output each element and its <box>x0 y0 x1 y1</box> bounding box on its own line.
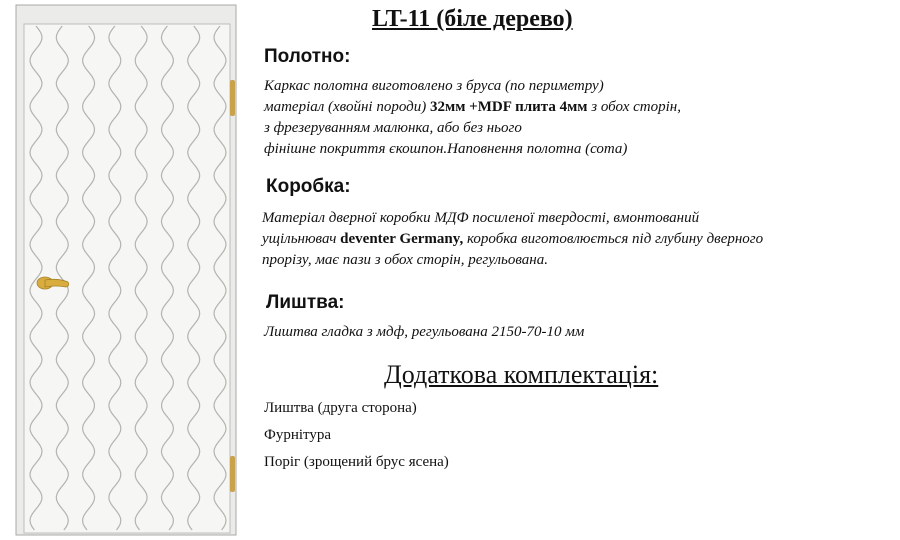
extras-heading: Додаткова комплектація: <box>384 360 659 389</box>
text-line <box>264 97 681 118</box>
text-segment: Лиштва гладка з мдф, регульована 2150-70-10 мм <box>264 324 585 340</box>
text-line <box>264 118 681 139</box>
door-illustration <box>0 0 250 540</box>
extras-list <box>264 398 449 479</box>
section-heading-lyshtva: Лиштва: <box>266 292 345 313</box>
section-text-lyshtva <box>264 322 584 343</box>
text-line <box>262 229 763 250</box>
text-line <box>264 322 584 343</box>
extras-item: Лиштва (друга сторона) <box>264 400 417 416</box>
text-segment: ущільнювач <box>262 231 341 247</box>
section-heading-polotno: Полотно: <box>264 46 351 67</box>
text-segment: з фрезеруванням малюнка, або без нього <box>264 120 522 136</box>
extras-item: Поріг (зрощений брус ясена) <box>264 454 449 470</box>
extras-item: Фурнітура <box>264 427 332 443</box>
bold-text: 32мм +MDF плита 4мм <box>429 99 588 115</box>
text-segment: з обох сторін, <box>587 99 681 115</box>
text-line <box>264 139 681 160</box>
text-segment: Каркас полотна виготовлено з бруса (по периметру) <box>264 78 604 94</box>
bold-text: deventer Germany, <box>340 231 464 247</box>
text-segment: матеріал (хвойні породи) <box>264 99 430 115</box>
text-segment: коробка виготовлюється під глубину дверного <box>463 231 764 247</box>
product-title: LT-11 (біле дерево) <box>372 6 573 32</box>
text-segment: Матеріал дверної коробки МДФ посиленої твердості, вмонтований <box>262 210 700 226</box>
text-line <box>262 208 763 229</box>
section-text-korobka <box>262 208 763 271</box>
text-line <box>262 250 763 271</box>
door-image <box>0 0 250 540</box>
text-segment: фінішне покриття єкошпон.Наповнення полотна (сота) <box>264 141 628 157</box>
door-leaf <box>24 24 230 533</box>
text-segment: прорізу, має пази з обох сторін, регульована. <box>262 252 548 268</box>
section-heading-korobka: Коробка: <box>266 176 351 197</box>
section-text-polotno <box>264 76 681 160</box>
text-line <box>264 76 681 97</box>
